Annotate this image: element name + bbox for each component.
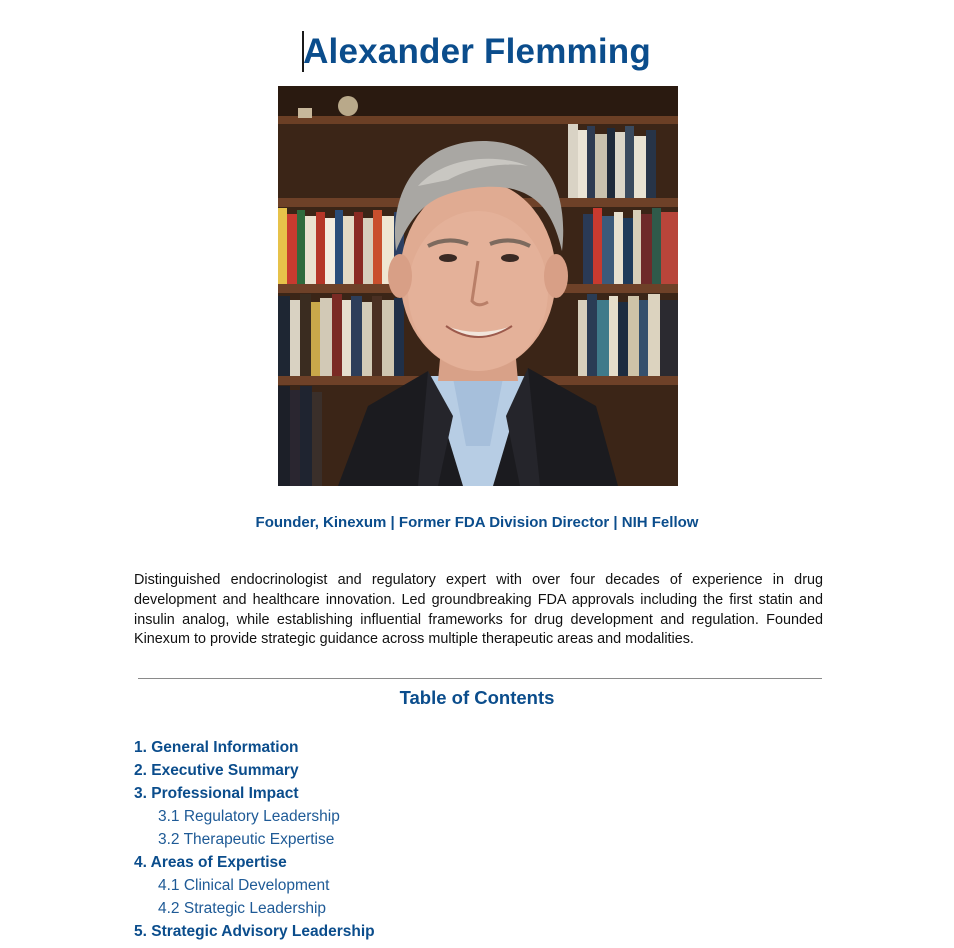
toc-item-professional-impact[interactable] [134, 782, 734, 805]
page-title-text: Alexander Flemming [303, 32, 651, 71]
toc-link[interactable]: 4. Areas of Expertise [134, 854, 287, 871]
toc-link[interactable]: 3. Professional Impact [134, 785, 299, 802]
toc-item-strategic-advisory-leadership[interactable] [134, 920, 734, 943]
toc-heading: Table of Contents [399, 687, 555, 708]
toc-item-clinical-development[interactable] [134, 874, 734, 897]
toc-link[interactable]: 1. General Information [134, 739, 299, 756]
toc-item-general-information[interactable] [134, 736, 734, 759]
toc-link[interactable]: 4.1 Clinical Development [158, 877, 330, 894]
toc-item-strategic-leadership[interactable] [134, 897, 734, 920]
table-of-contents [134, 736, 734, 943]
section-divider [138, 678, 822, 679]
toc-item-therapeutic-expertise[interactable] [134, 828, 734, 851]
toc-item-executive-summary[interactable] [134, 759, 734, 782]
title-row [0, 30, 954, 74]
toc-link[interactable]: 4.2 Strategic Leadership [158, 900, 327, 917]
summary-paragraph: Distinguished endocrinologist and regulatory expert with over four decades of experience in drug development and healthcare innovation. Led groundbreaking FDA approvals including the first statin and insulin analog, while establishing influential frameworks for drug development and regulation. Founded Kinexum to provide strategic guidance across multiple therapeutic areas and modalities. [134, 572, 823, 648]
toc-link[interactable]: 5. Strategic Advisory Leadership [134, 923, 375, 940]
toc-item-areas-of-expertise[interactable] [134, 851, 734, 874]
toc-link[interactable]: 2. Executive Summary [134, 762, 299, 779]
toc-link[interactable]: 3.2 Therapeutic Expertise [158, 831, 335, 848]
toc-item-regulatory-leadership[interactable] [134, 805, 734, 828]
portrait-photo-icon [278, 86, 678, 486]
portrait-image [278, 86, 678, 486]
page-title[interactable] [303, 30, 651, 74]
text-cursor [302, 31, 304, 72]
toc-link[interactable]: 3.1 Regulatory Leadership [158, 808, 340, 825]
subtitle: Founder, Kinexum | Former FDA Division Director | NIH Fellow [255, 514, 699, 531]
